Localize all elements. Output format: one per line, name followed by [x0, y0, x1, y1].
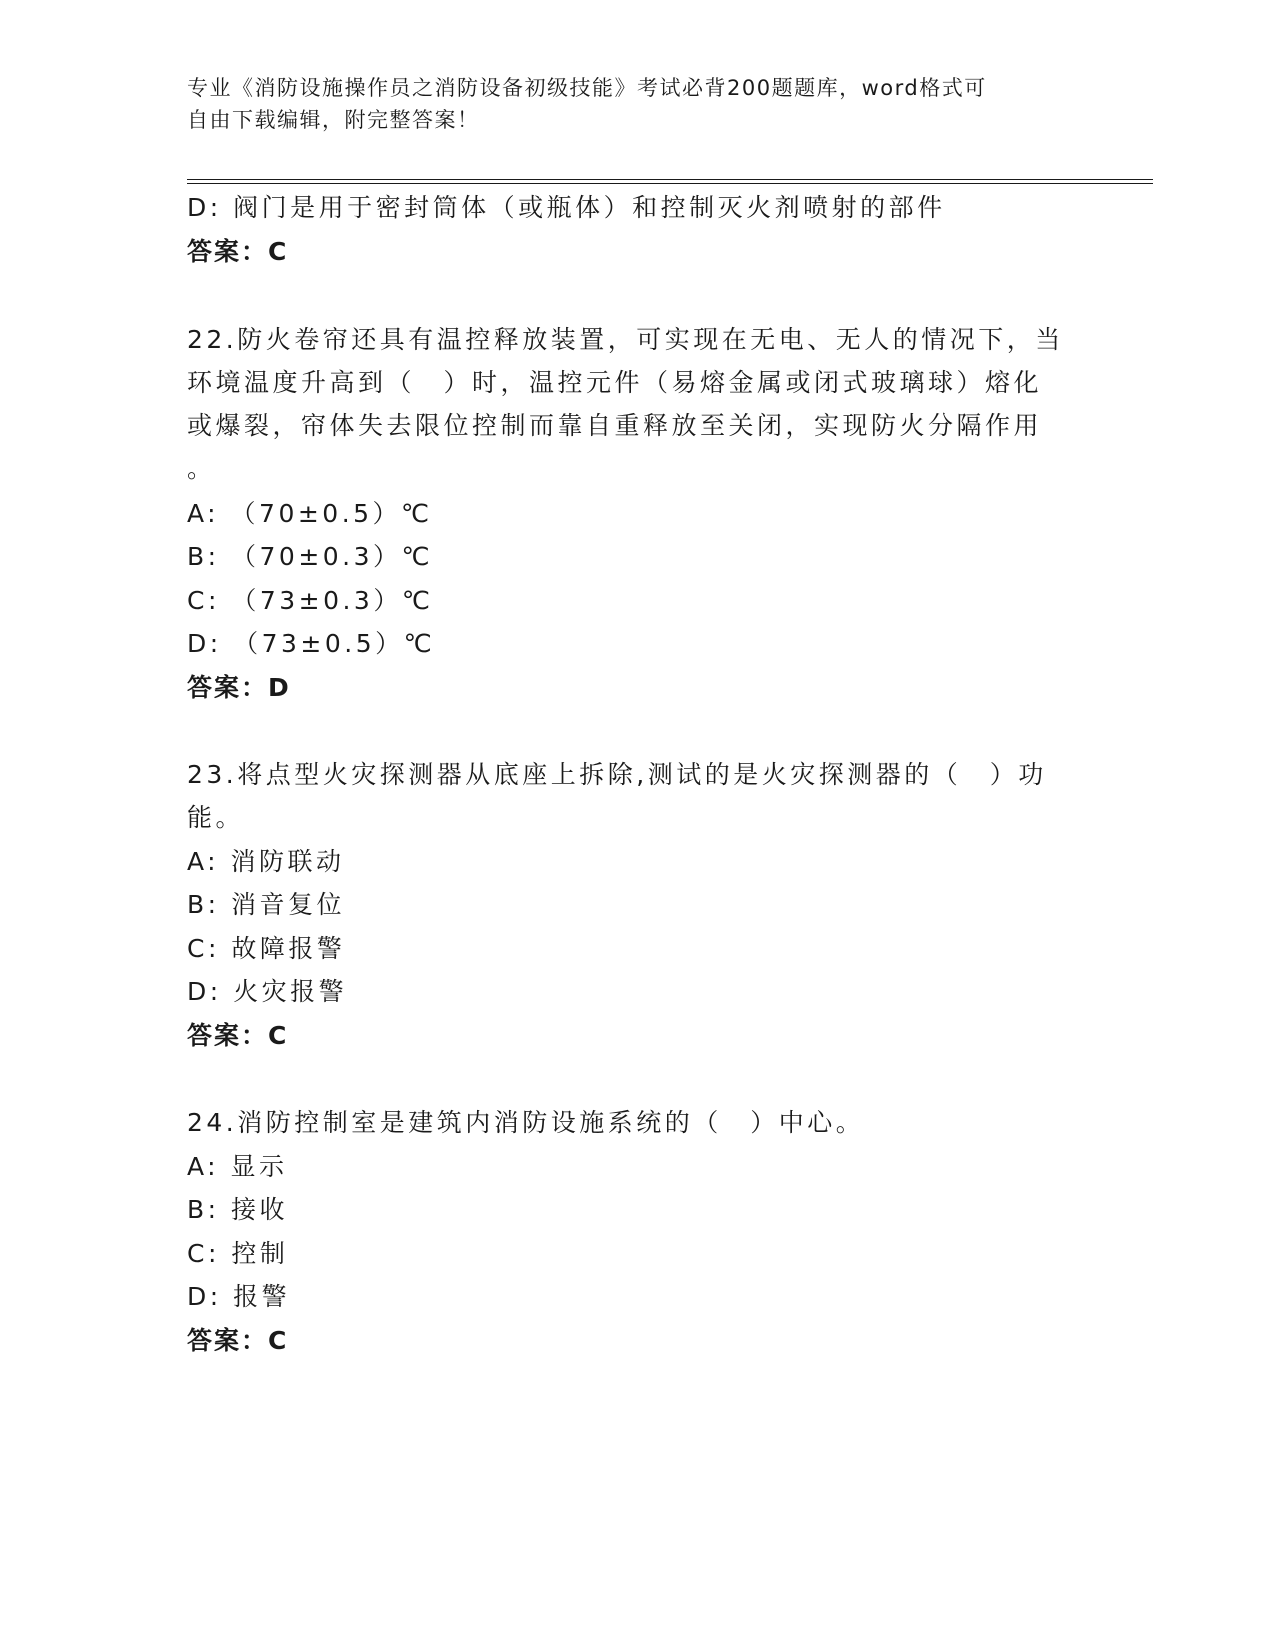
q24-option-b: B: 接收 [187, 1195, 289, 1224]
q23-answer: 答案：C [187, 1021, 289, 1050]
q24-option-a: A: 显示 [187, 1152, 288, 1181]
header-title-line-2: 自由下载编辑，附完整答案！ [187, 108, 480, 132]
header-title-line-1: 专业《消防设施操作员之消防设备初级技能》考试必背200题题库，word格式可 [187, 76, 987, 100]
q23-option-c: C: 故障报警 [187, 934, 346, 963]
q22-option-a: A: （70±0.5）℃ [187, 499, 433, 528]
header-divider-bottom [187, 183, 1153, 184]
q22-answer: 答案：D [187, 673, 291, 702]
q24-answer: 答案：C [187, 1326, 289, 1355]
header-divider-top [187, 179, 1153, 180]
q23-option-a: A: 消防联动 [187, 847, 345, 876]
prev-option-d: D: 阀门是用于密封筒体（或瓶体）和控制灭火剂喷射的部件 [187, 193, 946, 222]
q24-option-d: D: 报警 [187, 1282, 291, 1311]
q22-stem-line-2: 环境温度升高到（ ）时，温控元件（易熔金属或闭式玻璃球）熔化 [187, 368, 1043, 397]
q23-stem-line-2: 能。 [187, 803, 245, 832]
q22-option-d: D: （73±0.5）℃ [187, 629, 436, 658]
q23-stem-line-1: 23.将点型火灾探测器从底座上拆除,测试的是火灾探测器的（ ）功 [187, 760, 1047, 789]
q23-option-d: D: 火灾报警 [187, 977, 348, 1006]
q24-option-c: C: 控制 [187, 1239, 289, 1268]
q24-stem-line-1: 24.消防控制室是建筑内消防设施系统的（ ）中心。 [187, 1108, 865, 1137]
q22-option-b: B: （70±0.3）℃ [187, 542, 434, 571]
q22-stem-line-1: 22.防火卷帘还具有温控释放装置，可实现在无电、无人的情况下，当 [187, 325, 1064, 354]
q22-stem-line-3: 或爆裂，帘体失去限位控制而靠自重释放至关闭，实现防火分隔作用 [187, 411, 1043, 440]
document-header [187, 72, 1067, 136]
prev-answer: 答案：C [187, 237, 289, 266]
q22-option-c: C: （73±0.3）℃ [187, 586, 434, 615]
q23-option-b: B: 消音复位 [187, 890, 346, 919]
q22-stem-line-4: 。 [187, 454, 216, 483]
